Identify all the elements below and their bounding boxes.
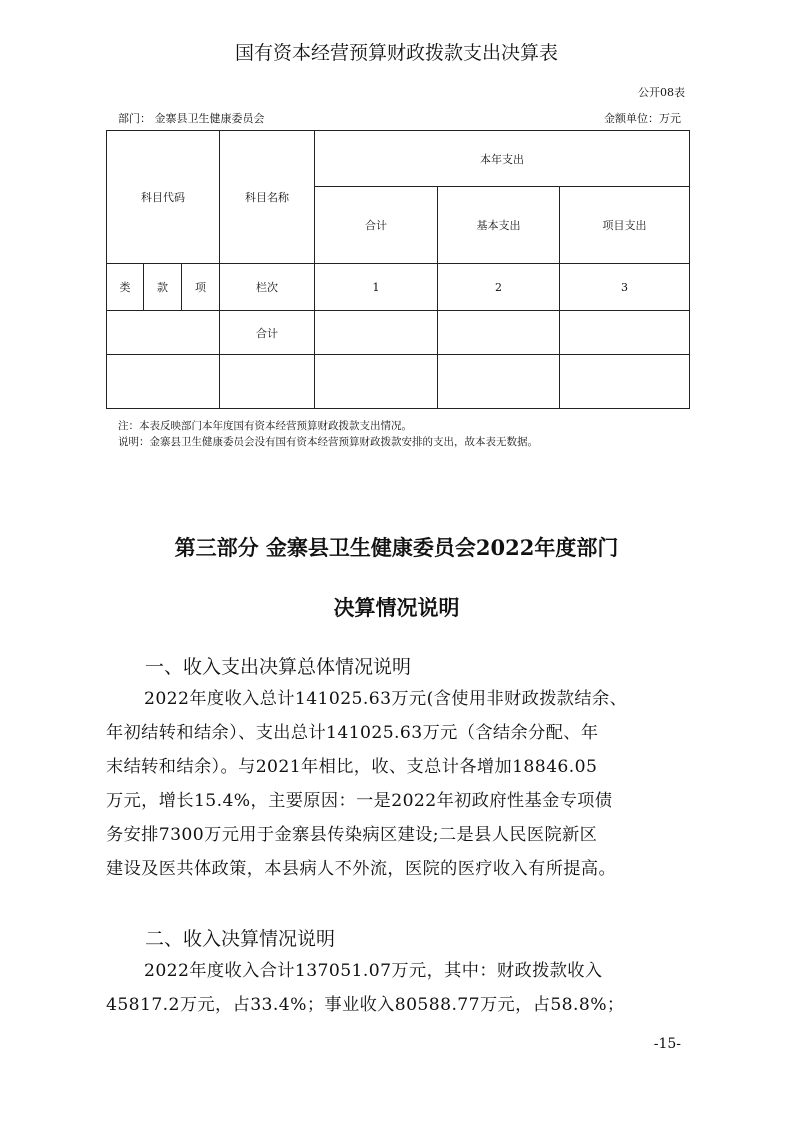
page-number: -15- bbox=[653, 1036, 681, 1052]
item-header: 项 bbox=[182, 264, 220, 311]
table-row bbox=[107, 311, 690, 355]
table-row bbox=[107, 355, 690, 409]
paragraph-line: 2022年度收入合计137051.07万元，其中：财政拨款收入 bbox=[144, 961, 603, 981]
table-cell bbox=[107, 311, 220, 355]
table-cell bbox=[438, 355, 560, 409]
paragraph-line: 万元，增长15.4%，主要原因：一是2022年初政府性基金专项债 bbox=[106, 791, 613, 811]
sum-row-label: 合计 bbox=[220, 311, 315, 355]
section-heading-1: 一、收入支出决算总体情况说明 bbox=[145, 656, 412, 678]
expenditure-table bbox=[106, 130, 690, 409]
paragraph-2 bbox=[106, 954, 692, 1022]
subject-name-header: 科目名称 bbox=[220, 131, 315, 264]
part-title: 第三部分 金寨县卫生健康委员会2022年度部门 bbox=[174, 535, 619, 560]
table-cell bbox=[107, 355, 220, 409]
paragraph-1 bbox=[106, 682, 692, 886]
section-header: 款 bbox=[144, 264, 182, 311]
table-cell bbox=[315, 311, 438, 355]
paragraph-line: 务安排7300万元用于金寨县传染病区建设;二是县人民医院新区 bbox=[106, 825, 598, 845]
table-cell bbox=[560, 355, 690, 409]
project-expenditure-header: 项目支出 bbox=[560, 187, 690, 264]
table-number: 公开08表 bbox=[638, 86, 685, 99]
part-subtitle: 决算情况说明 bbox=[333, 595, 460, 620]
table-cell bbox=[315, 355, 438, 409]
subject-code-header: 科目代码 bbox=[107, 131, 220, 264]
paragraph-line: 末结转和结余）。与2021年相比，收、支总计各增加18846.05 bbox=[106, 757, 598, 777]
table-title: 国有资本经营预算财政拨款支出决算表 bbox=[234, 42, 558, 64]
column-number-2: 2 bbox=[438, 264, 560, 311]
amount-unit-label: 金额单位：万元 bbox=[604, 112, 681, 125]
current-year-header: 本年支出 bbox=[315, 131, 690, 187]
basic-expenditure-header: 基本支出 bbox=[438, 187, 560, 264]
table-cell bbox=[560, 311, 690, 355]
department-label: 部门： 金寨县卫生健康委员会 bbox=[118, 112, 265, 125]
table-note: 注：本表反映部门本年度国有资本经营预算财政拨款支出情况。 bbox=[118, 420, 412, 432]
column-number-3: 3 bbox=[560, 264, 690, 311]
column-number-1: 1 bbox=[315, 264, 438, 311]
section-heading-2: 二、收入决算情况说明 bbox=[145, 928, 336, 950]
column-order-header: 栏次 bbox=[220, 264, 315, 311]
paragraph-line: 2022年度收入总计141025.63万元(含使用非财政拨款结余、 bbox=[144, 689, 628, 709]
table-explanation: 说明：金寨县卫生健康委员会没有国有资本经营预算财政拨款安排的支出，故本表无数据。 bbox=[118, 436, 538, 448]
paragraph-line: 45817.2万元，占33.4%；事业收入80588.77万元，占58.8%； bbox=[106, 995, 625, 1015]
paragraph-line: 建设及医共体政策，本县病人不外流，医院的医疗收入有所提高。 bbox=[106, 859, 617, 879]
total-header: 合计 bbox=[315, 187, 438, 264]
table-cell bbox=[438, 311, 560, 355]
table-cell bbox=[220, 355, 315, 409]
category-header: 类 bbox=[107, 264, 144, 311]
paragraph-line: 年初结转和结余）、支出总计141025.63万元（含结余分配、年 bbox=[106, 723, 599, 743]
